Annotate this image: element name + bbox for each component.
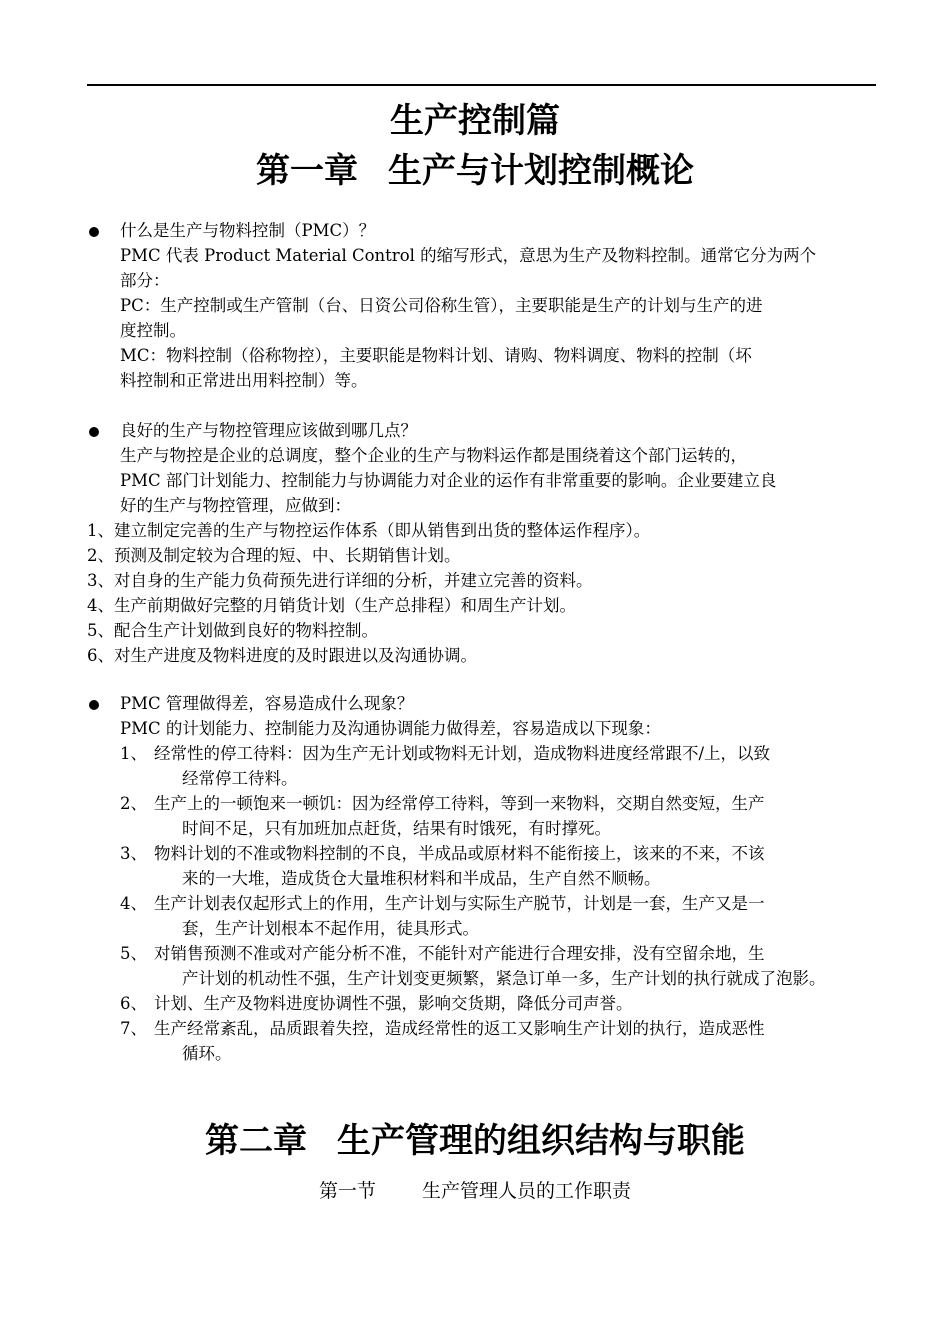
- list-item: 5、 对销售预测不准或对产能分析不准，不能针对产能进行合理安排，没有空留余地，生 产计划的机动性不强，生产计划变更频繁，紧急订单一多，生产计划的执行就成了泡影。: [87, 941, 887, 991]
- q1-line: PC：生产控制或生产管制（台、日资公司俗称生管），主要职能是生产的计划与生产的进: [120, 296, 763, 315]
- q2-question: 良好的生产与物控管理应该做到哪几点？: [87, 418, 887, 443]
- item-number: 1、: [120, 744, 147, 763]
- q2-point: 4、生产前期做好完整的月销货计划（生产总排程）和周生产计划。: [87, 596, 576, 615]
- q3-section: [87, 691, 887, 1066]
- q2-line: 生产与物控是企业的总调度，整个企业的生产与物料运作都是围绕着这个部门运转的，: [120, 446, 747, 465]
- page-title: 生产控制篇: [390, 101, 560, 141]
- list-item: 2、 生产上的一顿饱来一顿饥：因为经常停工待料，等到一来物料，交期自然变短，生产 时间不足，只有加班加点赶货，结果有时饿死，有时撑死。: [87, 791, 887, 841]
- list-item: 6、 计划、生产及物料进度协调性不强，影响交货期，降低分司声誉。: [87, 991, 887, 1016]
- section-heading: [0, 1178, 950, 1204]
- q2-point: 1、建立制定完善的生产与物控运作体系（即从销售到出货的整体运作程序）。: [87, 521, 651, 540]
- q2-point: 2、预测及制定较为合理的短、中、长期销售计划。: [87, 546, 461, 565]
- q1-line: 度控制。: [120, 321, 186, 340]
- chapter2-number: 第二章: [205, 1121, 307, 1161]
- q1-line: 料控制和正常进出用料控制）等。: [120, 371, 368, 390]
- bullet-icon: [89, 227, 99, 237]
- list-item: 4、 生产计划表仅起形式上的作用，生产计划与实际生产脱节，计划是一套，生产又是一 套，生产计划根本不起作用，徒具形式。: [87, 891, 887, 941]
- chapter2-heading: [0, 1118, 950, 1164]
- q2-line: PMC 部门计划能力、控制能力与协调能力对企业的运作有非常重要的影响。企业要建立良: [120, 471, 777, 490]
- q1-line: PMC 代表 Product Material Control 的缩写形式，意思为生产及物料控制。通常它分为两个: [120, 246, 817, 265]
- item-number: 2、: [120, 794, 147, 813]
- header-rule: [87, 84, 876, 86]
- q2-point: 6、对生产进度及物料进度的及时跟进以及沟通协调。: [87, 646, 477, 665]
- q2-line: 好的生产与物控管理，应做到：: [120, 496, 351, 515]
- chapter1-number: 第一章: [256, 151, 358, 191]
- q2-section: [87, 418, 887, 668]
- q1-line: MC：物料控制（俗称物控），主要职能是物料计划、请购、物料调度、物料的控制（坏: [120, 346, 752, 365]
- item-number: 3、: [120, 844, 147, 863]
- section-number: 第一节: [318, 1180, 376, 1202]
- bullet-icon: [89, 700, 99, 710]
- item-number: 7、: [120, 1019, 147, 1038]
- item-number: 4、: [120, 894, 147, 913]
- q1-question: 什么是生产与物料控制（PMC）？: [87, 218, 887, 243]
- chapter1-heading: [0, 148, 950, 194]
- chapter2-title: 生产管理的组织结构与职能: [337, 1121, 745, 1161]
- list-item: 7、 生产经常紊乱，品质跟着失控，造成经常性的返工又影响生产计划的执行，造成恶性 循环。: [87, 1016, 887, 1066]
- list-item: 3、 物料计划的不准或物料控制的不良，半成品或原材料不能衔接上，该来的不来，不该 来的一大堆，造成货仓大量堆积材料和半成品，生产自然不顺畅。: [87, 841, 887, 891]
- item-number: 6、: [120, 994, 147, 1013]
- chapter1-title: 生产与计划控制概论: [388, 151, 694, 191]
- item-number: 5、: [120, 944, 147, 963]
- q1-line: 部分：: [120, 271, 170, 290]
- q2-point: 5、配合生产计划做到良好的物料控制。: [87, 621, 378, 640]
- bullet-icon: [89, 427, 99, 437]
- list-item: 1、 经常性的停工待料：因为生产无计划或物料无计划，造成物料进度经常跟不/上，以致 经常停工待料。: [87, 741, 887, 791]
- q3-intro: PMC 的计划能力、控制能力及沟通协调能力做得差，容易造成以下现象：: [120, 719, 661, 738]
- section-title: 生产管理人员的工作职责: [422, 1180, 632, 1202]
- q2-point: 3、对自身的生产能力负荷预先进行详细的分析，并建立完善的资料。: [87, 571, 593, 590]
- q1-section: [87, 218, 887, 393]
- q3-question: PMC 管理做得差，容易造成什么现象？: [87, 691, 887, 716]
